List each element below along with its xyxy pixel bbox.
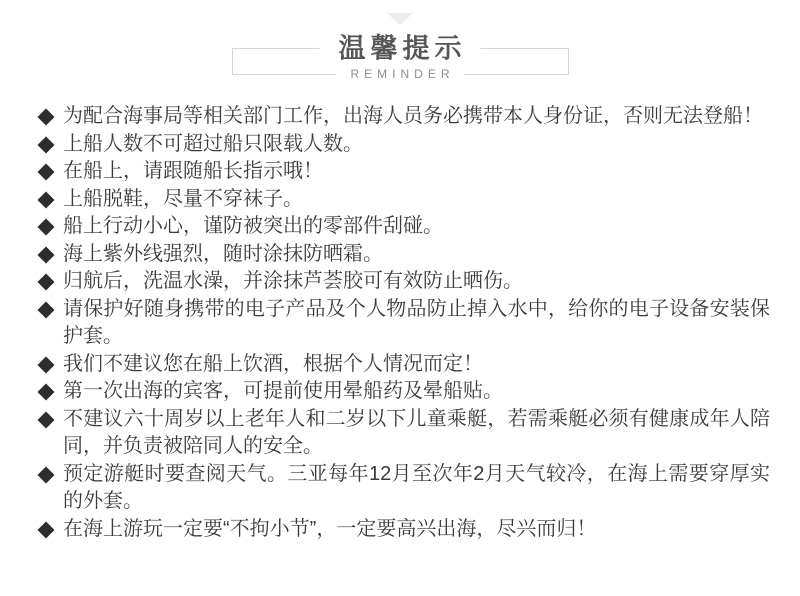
tip-item bbox=[37, 461, 770, 516]
diamond-bullet-icon bbox=[38, 301, 55, 318]
tip-text: 我们不建议您在船上饮酒，根据个人情况而定！ bbox=[63, 352, 483, 375]
tip-text: 预定游艇时要查阅天气。三亚每年12月至次年2月天气较冷，在海上需要穿厚实的外套。 bbox=[63, 462, 770, 512]
tip-item bbox=[37, 268, 770, 296]
tip-item bbox=[37, 406, 770, 461]
tip-item bbox=[37, 213, 770, 241]
diamond-bullet-icon bbox=[38, 356, 55, 373]
diamond-bullet-icon bbox=[38, 109, 55, 126]
tip-text: 在船上，请跟随船长指示哦！ bbox=[63, 160, 323, 182]
diamond-bullet-icon bbox=[38, 164, 55, 181]
tip-text: 海上紫外线强烈，随时涂抹防晒霜。 bbox=[63, 242, 383, 265]
diamond-bullet-icon bbox=[38, 466, 55, 483]
diamond-bullet-icon bbox=[38, 411, 55, 428]
tip-text: 在海上游玩一定要“不拘小节”，一定要高兴出海，尽兴而归！ bbox=[63, 517, 597, 540]
diamond-bullet-icon bbox=[38, 521, 55, 538]
diamond-bullet-icon bbox=[38, 219, 55, 236]
tip-item bbox=[37, 351, 770, 379]
tip-item bbox=[37, 131, 770, 159]
tip-item bbox=[37, 103, 770, 131]
diamond-bullet-icon bbox=[38, 136, 55, 153]
header-box bbox=[232, 33, 569, 81]
diamond-bullet-icon bbox=[38, 246, 55, 263]
tip-text: 请保护好随身携带的电子产品及个人物品防止掉入水中，给你的电子设备安装保护套。 bbox=[63, 297, 770, 347]
page-subtitle: REMINDER bbox=[335, 67, 464, 81]
diamond-bullet-icon bbox=[38, 191, 55, 208]
tip-item bbox=[37, 186, 770, 214]
tip-item bbox=[37, 158, 770, 186]
tip-item bbox=[37, 516, 770, 544]
triangle-down-icon bbox=[387, 13, 413, 25]
tip-text: 上船脱鞋，尽量不穿袜子。 bbox=[63, 187, 303, 210]
tip-text: 不建议六十周岁以上老年人和二岁以下儿童乘艇，若需乘艇必须有健康成年人陪同，并负责被陪同人的安全。 bbox=[63, 407, 770, 457]
diamond-bullet-icon bbox=[38, 274, 55, 291]
tip-text: 归航后，洗温水澡，并涂抹芦荟胶可有效防止晒伤。 bbox=[63, 270, 523, 292]
tip-text: 第一次出海的宾客，可提前使用晕船药及晕船贴。 bbox=[63, 380, 503, 402]
tip-text: 船上行动小心，谨防被突出的零部件刮碰。 bbox=[63, 215, 443, 237]
tip-item bbox=[37, 296, 770, 351]
diamond-bullet-icon bbox=[38, 384, 55, 401]
page-title: 温馨提示 bbox=[320, 27, 481, 66]
tip-item bbox=[37, 378, 770, 406]
tip-item bbox=[37, 241, 770, 269]
reminder-page bbox=[0, 13, 800, 596]
tip-text: 为配合海事局等相关部门工作，出海人员务必携带本人身份证，否则无法登船！ bbox=[63, 105, 763, 127]
tips-list bbox=[37, 103, 770, 543]
tip-text: 上船人数不可超过船只限载人数。 bbox=[63, 132, 363, 155]
